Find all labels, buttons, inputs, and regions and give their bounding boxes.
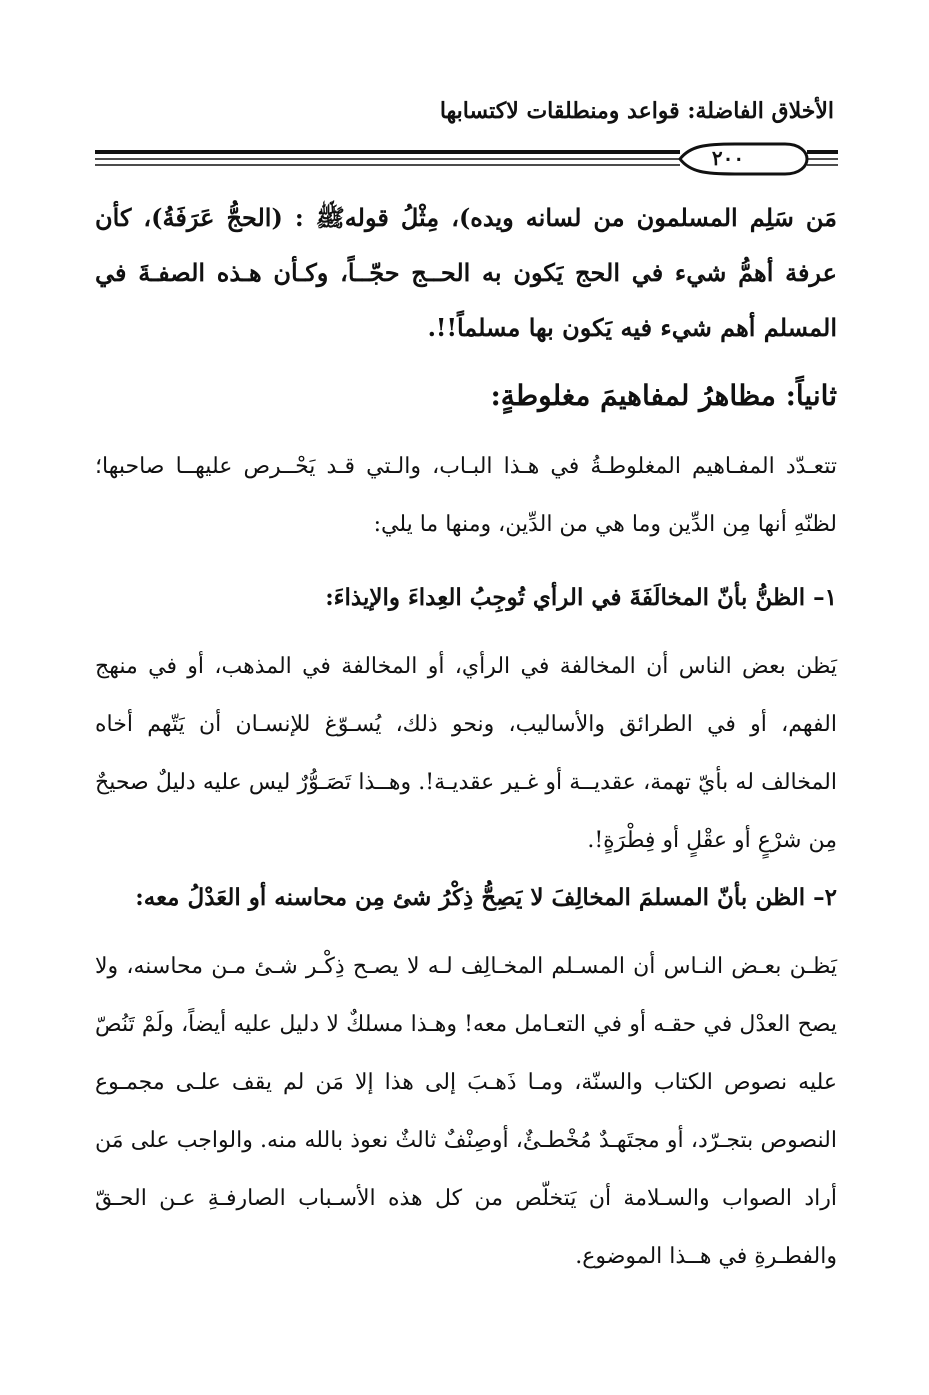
section-heading: ثانياً: مظاهرُ لمفاهيمَ مغلوطةٍ: (490, 379, 837, 412)
intro-paragraph: مَن سَلِم المسلمون من لسانه ويده)، مِثْلُ قولهﷺ : (الحجُّ عَرَفَةُ)، كأن عرفة أهمُّ شيء في الحج يَكون به الحــج حجّــاً، وكـأن هـذه الصفـةَ في المسلم أهم شيء فيه يَكون بها مسلماً!!. (95, 203, 837, 342)
item2-paragraph: يَظـن بعـض النـاس أن المسـلم المخـالِف لـه لا يصـح ذِكْـر شـئ مـن محاسنه، ولا يصح العدْل في حقـه أو في التعـامل معه! وهـذا مسلكٌ لا دليل عليه أيضاً، ولَمْ تَنُصّ عليه نصوص الكتاب والسنّة، ومـا ذَهـبَ إلى هذا إلا مَن لم يقف علـى مجمـوع النصوص بتجـرّد، أو مجتَهـدٌ مُخْطـئٌ، أوصِنْفٌ ثالثٌ نعوذ بالله منه. والواجب على مَن أراد الصواب والسـلامة أن يَتخلّص من كل هذه الأسـباب الصارفـةِ عـن الحـقّ والفطـرةِ في هــذا الموضوع. (95, 954, 837, 1269)
item1-paragraph: يَظن بعض الناس أن المخالفة في الرأي، أو المخالفة في المذهب، أو في منهج الفهم، أو في الطرائق والأساليب، ونحو ذلك، يُسـوّغ للإنسـان أن يَتّهم أخاه المخالف له بأيّ تهمة، عقديــة أو غـير عقديـة!. وهــذا تَصَـوُّرٌ ليس عليه دليلٌ صحيحٌ مِن شرْعٍ أو عقْلٍ أو فِطْرَةٍ!. (95, 654, 837, 853)
running-header: الأخلاق الفاضلة: قواعد ومنطلقات لاكتسابها (439, 98, 834, 124)
item1-heading: ١– الظنُّ بأنّ المخالَفَةَ في الرأي تُوجِبُ العِداءَ والإيذاءَ: (325, 584, 837, 611)
page-number: ٢٠٠ (711, 146, 745, 170)
item2-heading: ٢– الظن بأنّ المسلمَ المخالِفَ لا يَصِحُّ ذِكْرُ شئ مِن محاسنه أو العَدْلُ معه: (135, 884, 837, 911)
section-paragraph: تتعـدّد المفـاهيم المغلوطـةُ في هـذا البـاب، والـتي قـد يَحْــرص عليهــا صاحبها؛ لظنّهِ أنها مِن الدِّين وما هي من الدِّين، ومنها ما يلي: (95, 454, 837, 537)
